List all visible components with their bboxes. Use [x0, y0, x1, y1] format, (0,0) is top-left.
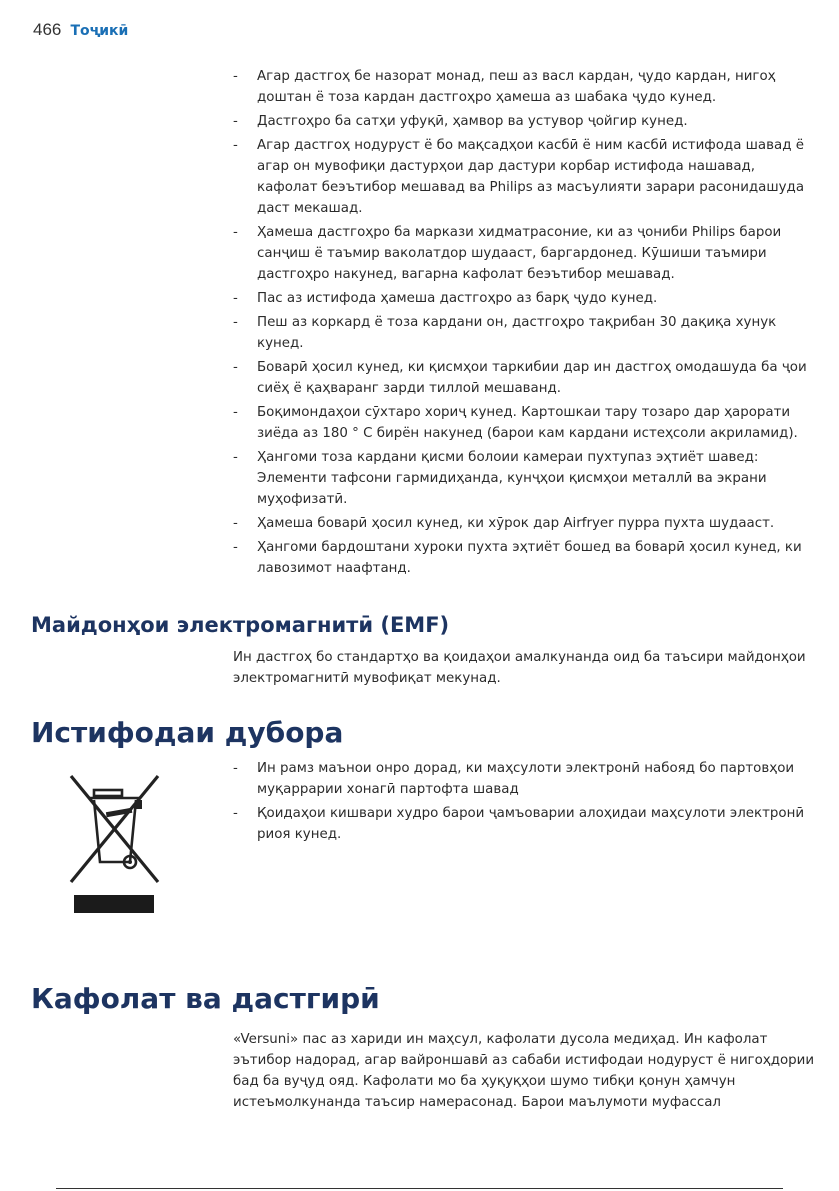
dash-bullet: -	[233, 405, 238, 420]
footer-divider	[56, 1188, 783, 1189]
dash-bullet: -	[233, 516, 238, 531]
dash-bullet: -	[233, 450, 238, 465]
page-number: 466	[33, 20, 62, 39]
dash-bullet: -	[233, 138, 238, 153]
dash-bullet: -	[233, 225, 238, 240]
list-item: - Агар дастгоҳ нодуруст ё бо мақсадҳои касбӣ ё ним касбӣ истифода шавад ё агар он мувофиқи дастурҳои дар дастури корбар истифода нашавад, кафолат беэътибор мешавад ва Philips аз масъулияти зарари расонидашуда даст мекашад.	[233, 135, 818, 219]
list-item: - Ҳамеша боварӣ ҳосил кунед, ки хӯрок дар Airfryer пурра пухта шудааст.	[233, 513, 818, 534]
emf-text: Ин дастгоҳ бо стандартҳо ва қоидаҳои амалкунанда оид ба таъсири майдонҳои электромагнитӣ мувофиқат мекунад.	[233, 650, 806, 686]
safety-list	[233, 66, 818, 582]
dash-bullet: -	[233, 69, 238, 84]
dash-bullet: -	[233, 291, 238, 306]
emf-heading: Майдонҳои электромагнитӣ (EMF)	[31, 613, 450, 637]
list-item: - Агар дастгоҳ бе назорат монад, пеш аз васл кардан, ҷудо кардан, нигоҳ доштан ё тоза кардан дастгоҳро ҳамеша аз шабака ҷудо кунед.	[233, 66, 818, 108]
list-item: - Пеш аз коркард ё тоза кардани он, дастгоҳро тақрибан 30 дақиқа хунук кунед.	[233, 312, 818, 354]
language-label: Тоҷикӣ	[70, 23, 129, 39]
dash-bullet: -	[233, 806, 238, 821]
warranty-text: «Versuni» пас аз хариди ин маҳсул, кафолати дусола медиҳад. Ин кафолат эътибор надорад, агар вайроншавӣ аз сабаби истифодаи нодуруст ё нигоҳдории бад ба вуҷуд ояд. Кафолати мо ба ҳуқуқҳои шумо тибқи қонун ҳамчун истеъмолкунанда таъсир намерасонад. Барои маълумоти муфассал	[233, 1032, 815, 1110]
list-item: - Ҳамеша дастгоҳро ба маркази хидматрасоние, ки аз ҷониби Philips барои санҷиш ё таъмир ваколатдор шудааст, баргардонед. Кӯшиши таъмири дастгоҳро накунед, вагарна кафолат беэътибор мешавад.	[233, 222, 818, 285]
crossed-out-wheelie-bin-icon	[68, 770, 164, 918]
warranty-heading: Кафолат ва дастгирӣ	[31, 982, 380, 1015]
dash-bullet: -	[233, 315, 238, 330]
recycling-list	[233, 758, 818, 848]
dash-bullet: -	[233, 540, 238, 555]
recycling-heading: Истифодаи дубора	[31, 716, 344, 749]
list-item: - Дастгоҳро ба сатҳи уфуқӣ, ҳамвор ва устувор ҷойгир кунед.	[233, 111, 818, 132]
page-header	[33, 20, 128, 40]
list-item: - Боварӣ ҳосил кунед, ки қисмҳои таркибии дар ин дастгоҳ омодашуда ба ҷои сиёҳ ё қаҳваранг зарди тиллоӣ мешаванд.	[233, 357, 818, 399]
list-item: - Ҳангоми тоза кардани қисми болоии камераи пухтупаз эҳтиёт шавед: Элементи тафсони гармидиҳанда, кунҷҳои қисмҳои металлӣ ва экрани муҳофизатӣ.	[233, 447, 818, 510]
list-item: - Ин рамз маънои онро дорад, ки маҳсулоти электронӣ набояд бо партовҳои муқаррарии хонагӣ партофта шавад	[233, 758, 818, 800]
list-item: - Пас аз истифода ҳамеша дастгоҳро аз барқ ҷудо кунед.	[233, 288, 818, 309]
list-item: - Қоидаҳои кишвари худро барои ҷамъоварии алоҳидаи маҳсулоти электронӣ риоя кунед.	[233, 803, 818, 845]
dash-bullet: -	[233, 360, 238, 375]
list-item: - Боқимондаҳои сӯхтаро хориҷ кунед. Картошкаи тару тозаро дар ҳарорати зиёда аз 180 ° C бирён накунед (барои кам кардани истеҳсоли акриламид).	[233, 402, 818, 444]
dash-bullet: -	[233, 114, 238, 129]
dash-bullet: -	[233, 761, 238, 776]
list-item: - Ҳангоми бардоштани хуроки пухта эҳтиёт бошед ва боварӣ ҳосил кунед, ки лавозимот наафтанд.	[233, 537, 818, 579]
